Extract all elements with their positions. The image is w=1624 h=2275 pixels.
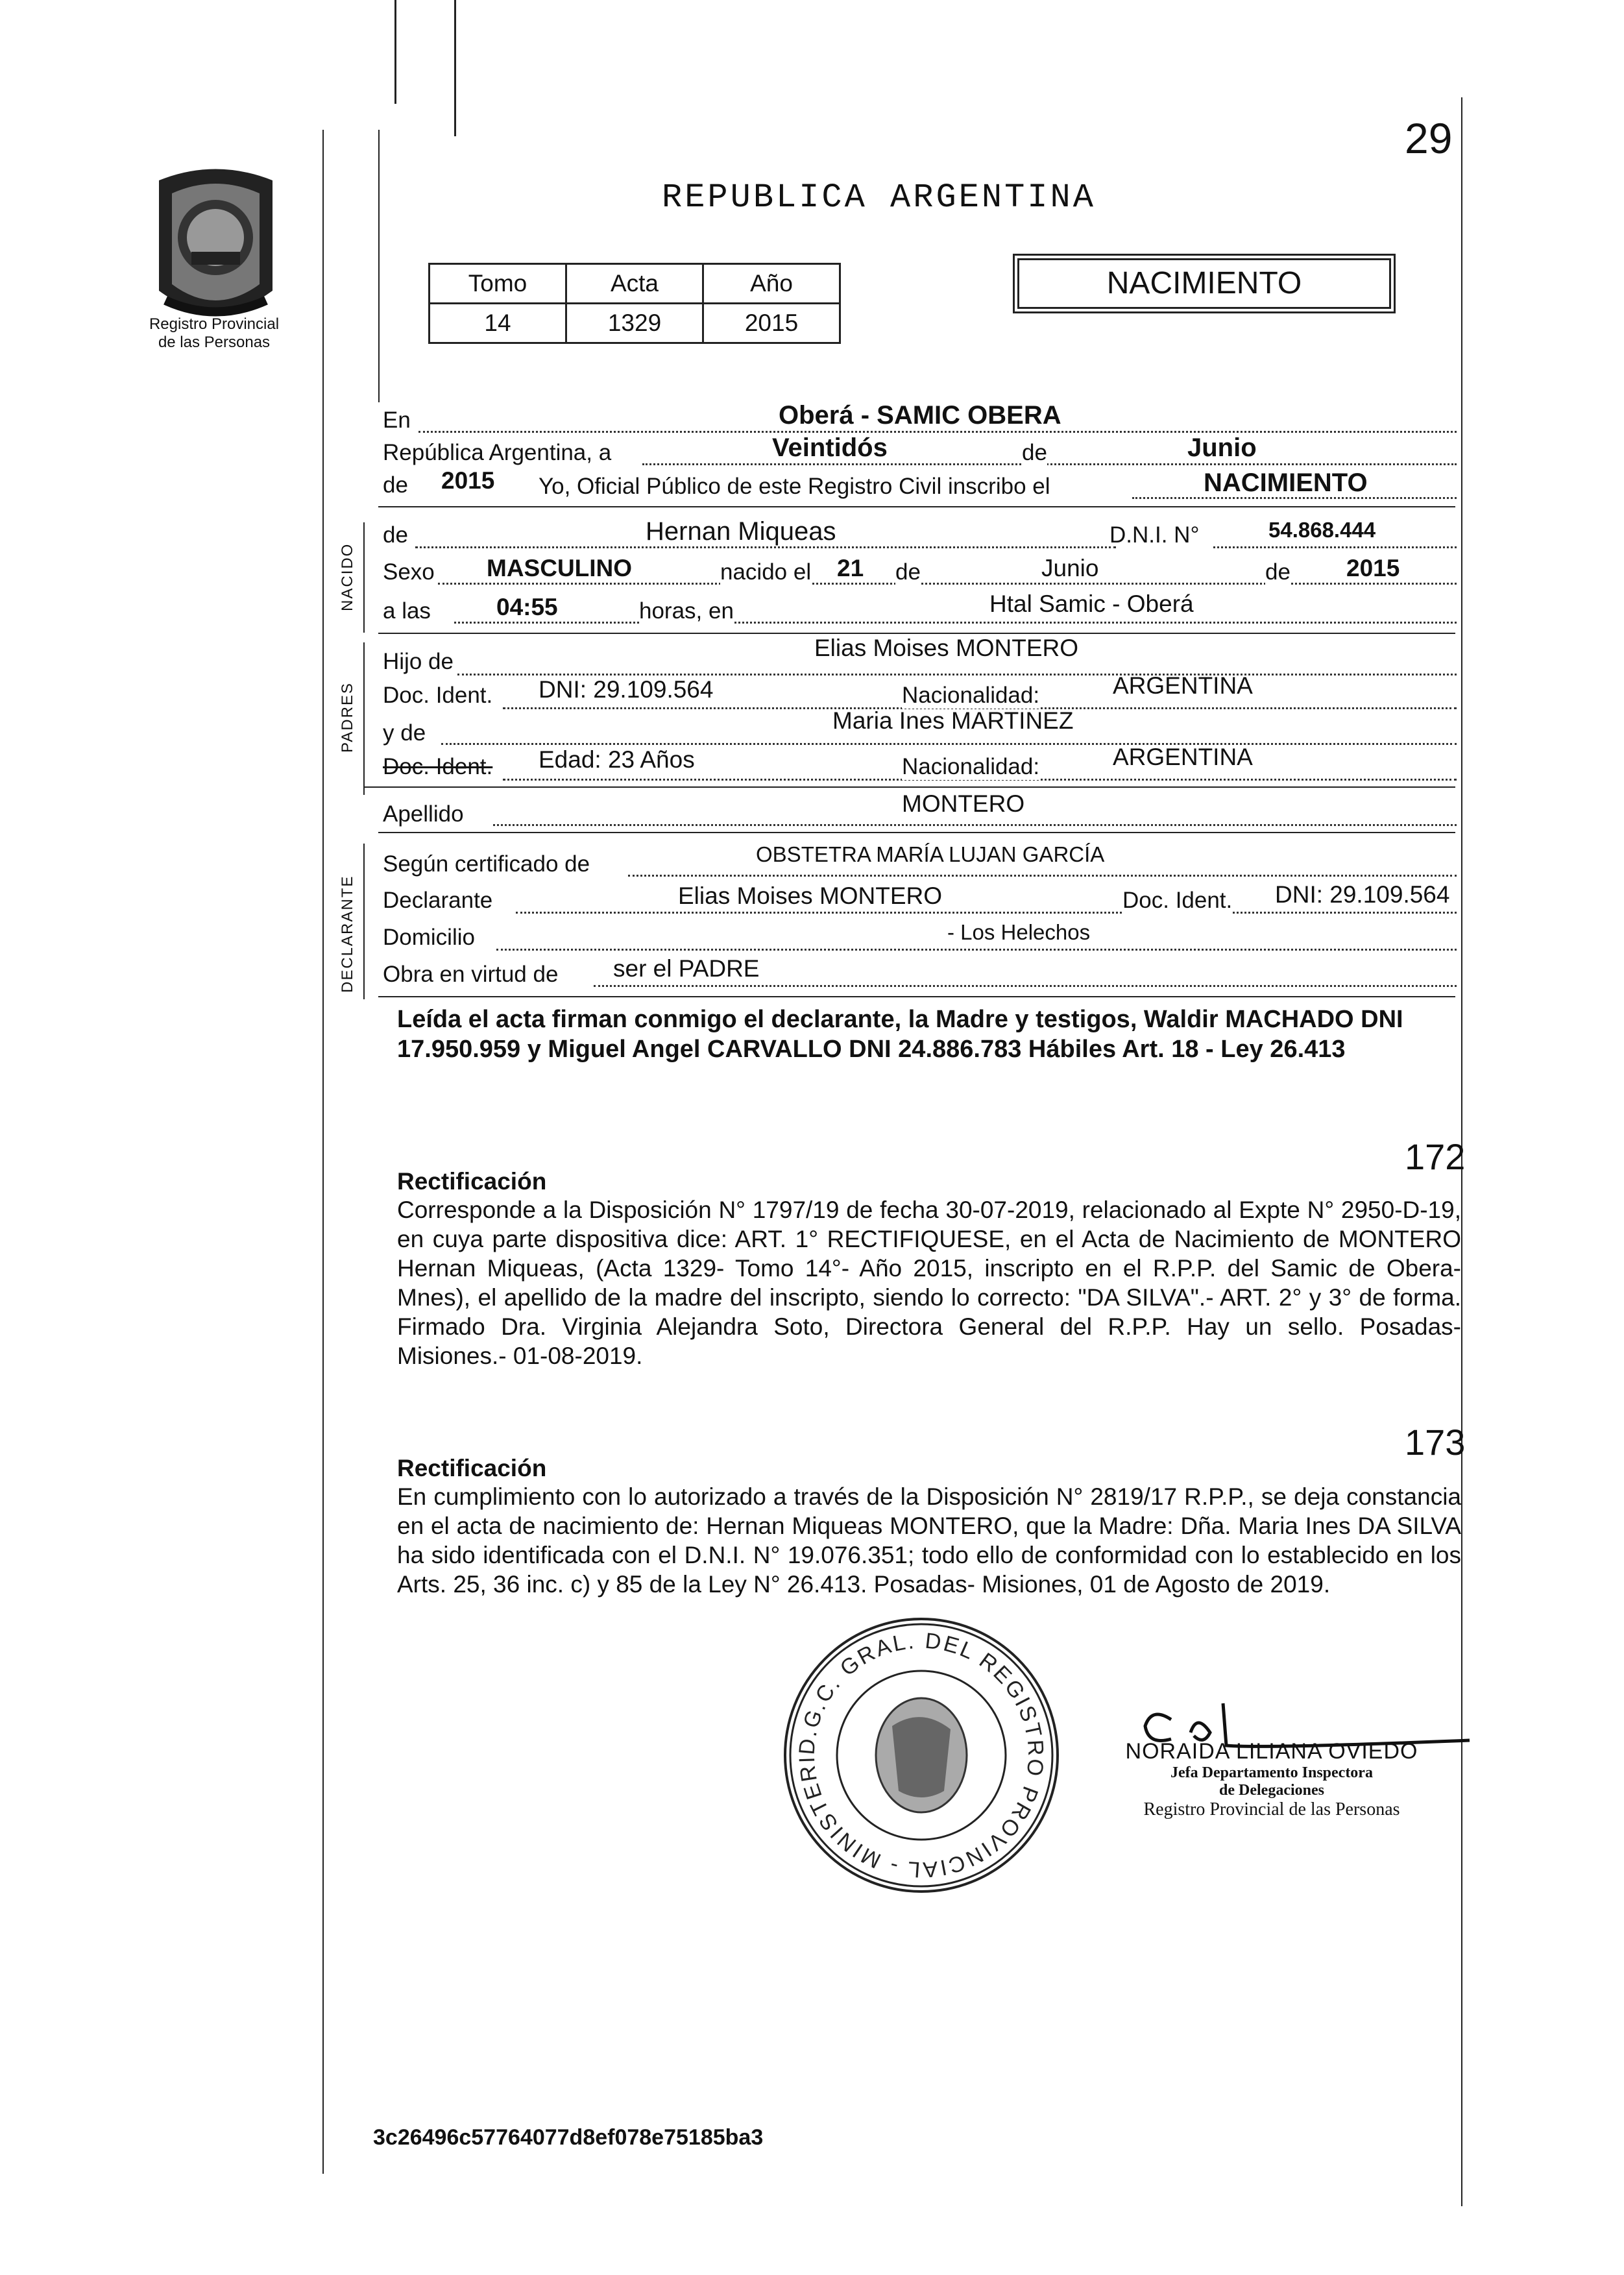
rectification-number-173: 173 <box>1405 1422 1466 1463</box>
mother-value: Maria Ines MARTINEZ <box>832 707 1074 734</box>
mother-doc-value: Edad: 23 Años <box>539 746 695 773</box>
side-label-nacido: NACIDO <box>339 542 356 611</box>
document-hash: 3c26496c57764077d8ef078e75185ba3 <box>373 2125 764 2150</box>
alas-label: a las <box>383 598 431 624</box>
rectification-number-172: 172 <box>1405 1136 1466 1177</box>
domicilio-label: Domicilio <box>383 925 475 950</box>
de2-label: de <box>383 472 408 498</box>
official-stamp <box>775 1609 1067 1901</box>
father-nationality-value: ARGENTINA <box>1113 672 1253 699</box>
document-title: REPUBLICA ARGENTINA <box>662 178 1096 217</box>
birth-month-value: Junio <box>1041 555 1099 581</box>
table-header-ano: Año <box>703 264 840 304</box>
page-number: 29 <box>1405 114 1453 162</box>
table-value-tomo: 14 <box>430 304 566 343</box>
republica-label: República Argentina, a <box>383 440 612 465</box>
mother-nationality-value: ARGENTINA <box>1113 744 1253 770</box>
signatory-title-3: Registro Provincial de las Personas <box>1143 1799 1400 1819</box>
apellido-value: MONTERO <box>902 790 1025 817</box>
signatory-name: NORAIDA LILIANA OVIEDO <box>1125 1739 1418 1764</box>
apellido-label: Apellido <box>383 801 464 827</box>
certificado-value: OBSTETRA MARÍA LUJAN GARCÍA <box>756 842 1105 866</box>
doc3-label: Doc. Ident. <box>1122 888 1233 913</box>
record-type-box: NACIMIENTO <box>1017 258 1391 309</box>
obra-label: Obra en virtud de <box>383 962 559 987</box>
de5-label: de <box>1265 559 1291 585</box>
shield-emblem-icon <box>146 161 285 330</box>
table-header-tomo: Tomo <box>430 264 566 304</box>
act-type-value: NACIMIENTO <box>1204 468 1368 497</box>
birth-year-value: 2015 <box>1346 555 1400 581</box>
place-value: Oberá - SAMIC OBERA <box>779 401 1061 430</box>
rectification-title-172: Rectificación <box>397 1168 547 1195</box>
hijo-label: Hijo de <box>383 649 454 674</box>
logo-caption-line-1: Registro Provincial <box>149 315 280 333</box>
yde-label: y de <box>383 720 426 746</box>
sexo-value: MASCULINO <box>487 555 633 581</box>
nacido-label: nacido el <box>720 559 812 585</box>
logo-caption-line-2: de las Personas <box>158 334 271 351</box>
domicilio-value: - Los Helechos <box>947 920 1091 944</box>
dni-value: 54.868.444 <box>1268 518 1376 542</box>
segun-label: Según certificado de <box>383 851 590 877</box>
rectification-text-173: En cumplimiento con lo autorizado a través de la Disposición N° 2819/17 R.P.P., se deja constancia en el acta de nacimiento de: Hernan Miqueas MONTERO, que la Madre: Dña. Maria Ines DA SILVA ha sido identificada con el D.N.I. N° 19.076.351; todo ello de conformidad con lo establecido en los Arts. 25, 36 inc. c) y 85 de la Ley N° 26.413. Posadas- Misiones, 01 de Agosto de 2019. <box>397 1483 1461 1598</box>
nacionalidad2-label: Nacionalidad: <box>902 754 1040 779</box>
declarante-doc-value: DNI: 29.109.564 <box>1275 881 1450 908</box>
rectification-title-173: Rectificación <box>397 1455 547 1481</box>
en-label: En <box>383 408 411 433</box>
province-logo <box>146 161 285 330</box>
day-words-value: Veintidós <box>772 433 888 462</box>
table-value-acta: 1329 <box>566 304 703 343</box>
stamp-seal-icon <box>775 1609 1067 1901</box>
father-value: Elias Moises MONTERO <box>814 635 1079 661</box>
table-value-ano: 2015 <box>703 304 840 343</box>
closing-statement: Leída el acta firman conmigo el declarante, la Madre y testigos, Waldir MACHADO DNI 17.950.959 y Miguel Angel CARVALLO DNI 24.886.783 Hábiles Art. 18 - Ley 26.413 <box>397 1006 1403 1063</box>
de4-label: de <box>895 559 921 585</box>
declarante-value: Elias Moises MONTERO <box>678 882 943 909</box>
dni-label: D.N.I. N° <box>1109 522 1200 548</box>
signatory-title-2: de Delegaciones <box>1219 1782 1324 1799</box>
signatory-title-1: Jefa Departamento Inspectora <box>1170 1764 1373 1781</box>
name-value: Hernan Miqueas <box>646 517 836 546</box>
doc2-label: Doc. Ident. <box>383 754 493 779</box>
de3-label: de <box>383 522 408 548</box>
stamp-text: D.G.C. GRAL. DEL REGISTRO PROVINCIAL - MINISTERI <box>794 1628 1048 1882</box>
record-table <box>428 263 841 344</box>
declarante-label: Declarante <box>383 888 493 913</box>
doc-label: Doc. Ident. <box>383 683 493 708</box>
time-value: 04:55 <box>496 594 558 620</box>
side-label-padres: PADRES <box>339 682 356 753</box>
nacionalidad-label: Nacionalidad: <box>902 683 1040 708</box>
horas-label: horas, en <box>639 598 734 624</box>
signature-block <box>1103 1739 1440 1820</box>
month-value: Junio <box>1187 433 1257 462</box>
official-text: Yo, Oficial Público de este Registro Civil inscribo el <box>539 474 1050 499</box>
birth-place-value: Htal Samic - Oberá <box>989 590 1194 617</box>
rectification-text-172: Corresponde a la Disposición N° 1797/19 de fecha 30-07-2019, relacionado al Expte N° 2950-D-19, en cuya parte dispositiva dice: ART. 1° RECTIFIQUESE, en el Acta de Nacimiento de MONTERO Hernan Miqueas, (Acta 1329- Tomo 14°- Año 2015, inscripto en el R.P.P. del Samic de Obera-Mnes), el apellido de la madre del inscripto, siendo lo correcto: "DA SILVA".- ART. 2° y 3° de forma. Firmado Dra. Virginia Alejandra Soto, Directora General del R.P.P. Hay un sello. Posadas- Misiones.- 01-08-2019. <box>397 1197 1461 1369</box>
year-value: 2015 <box>441 467 495 494</box>
side-label-declarante: DECLARANTE <box>339 875 356 993</box>
father-doc-value: DNI: 29.109.564 <box>539 676 714 703</box>
obra-value: ser el PADRE <box>613 955 760 982</box>
sexo-label: Sexo <box>383 559 435 585</box>
table-header-acta: Acta <box>566 264 703 304</box>
de-label: de <box>1022 440 1047 465</box>
birth-day-value: 21 <box>837 555 864 581</box>
logo-caption <box>127 315 302 352</box>
